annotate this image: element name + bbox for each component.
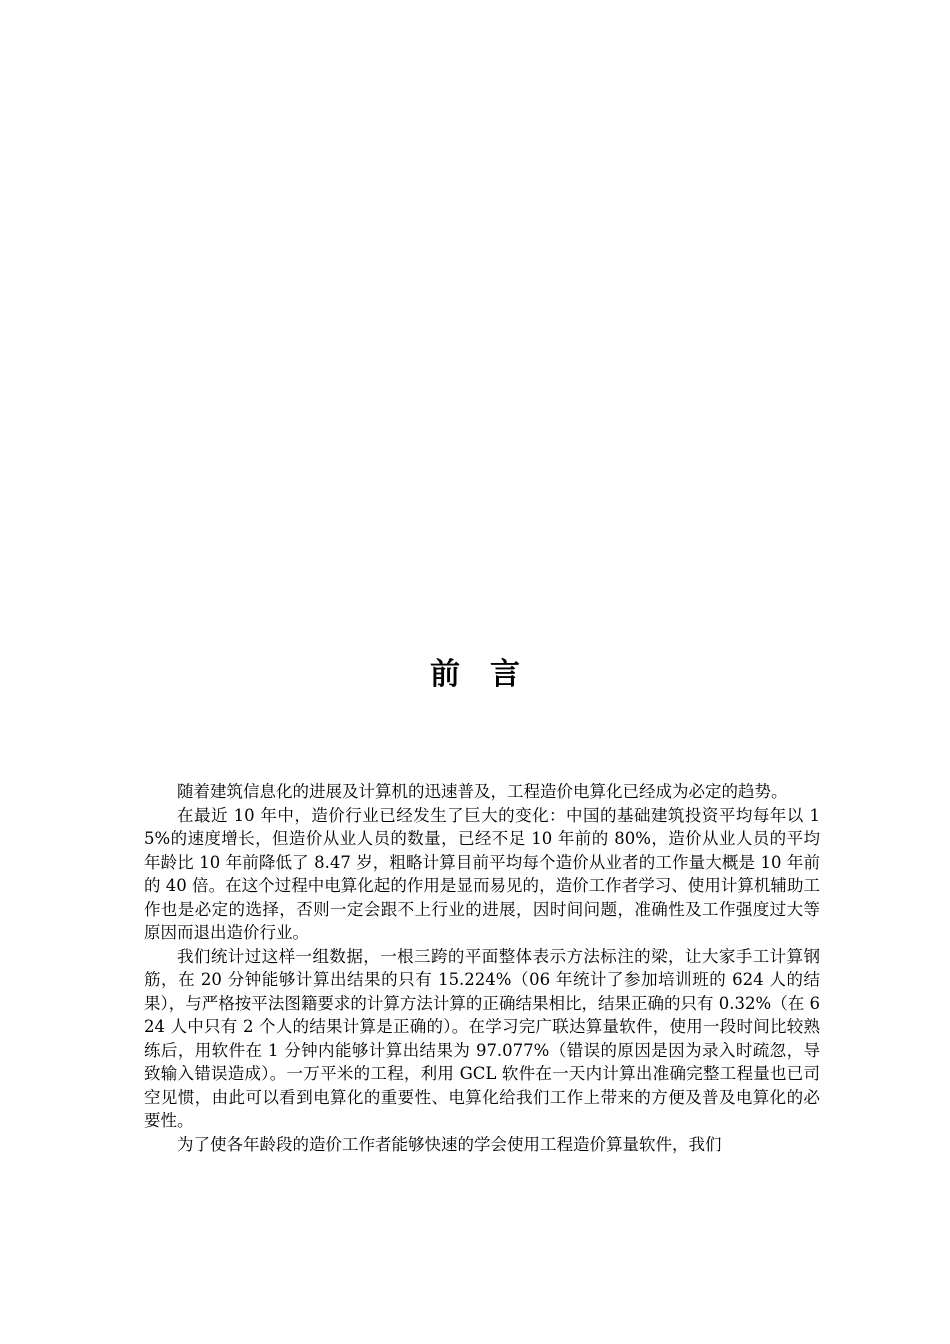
paragraph: 为了使各年龄段的造价工作者能够快速的学会使用工程造价算量软件，我们 bbox=[177, 1134, 722, 1154]
preface-body bbox=[144, 780, 820, 1156]
title-char-1: 前 bbox=[430, 657, 460, 692]
title-char-2: 言 bbox=[490, 657, 520, 692]
paragraph: 在最近 10 年中，造价行业已经发生了巨大的变化：中国的基础建筑投资平均每年以 15%的速度增长，但造价从业人员的数量，已经不足 10 年前的 80%，造价从业人员的平均年龄比 10 年前降低了 8.47 岁，粗略计算目前平均每个造价从业者的工作量大概是 10 年前的 40 倍。在这个过程中电算化起的作用是显而易见的，造价工作者学习、使用计算机辅助工作也是必定的选择，否则一定会跟不上行业的进展，因时间问题，准确性及工作强度过大等原因而退出造价行业。 bbox=[144, 805, 820, 942]
paragraph: 我们统计过这样一组数据，一根三跨的平面整体表示方法标注的梁，让大家手工计算钢筋，在 20 分钟能够计算出结果的只有 15.224%（06 年统计了参加培训班的 624 人的结果），与严格按平法图籍要求的计算方法计算的正确结果相比，结果正确的只有 0.32%（在 624 人中只有 2 个人的结果计算是正确的）。在学习完广联达算量软件，使用一段时间比较熟练后，用软件在 1 分钟内能够计算出结果为 97.077%（错误的原因是因为录入时疏忽，导致输入错误造成）。一万平米的工程，利用 GCL 软件在一天内计算出准确完整工程量也已司空见惯，由此可以看到电算化的重要性、电算化给我们工作上带来的方便及普及电算化的必要性。 bbox=[144, 946, 820, 1130]
paragraph: 随着建筑信息化的进展及计算机的迅速普及，工程造价电算化已经成为必定的趋势。 bbox=[177, 782, 788, 801]
page-title bbox=[0, 651, 950, 699]
